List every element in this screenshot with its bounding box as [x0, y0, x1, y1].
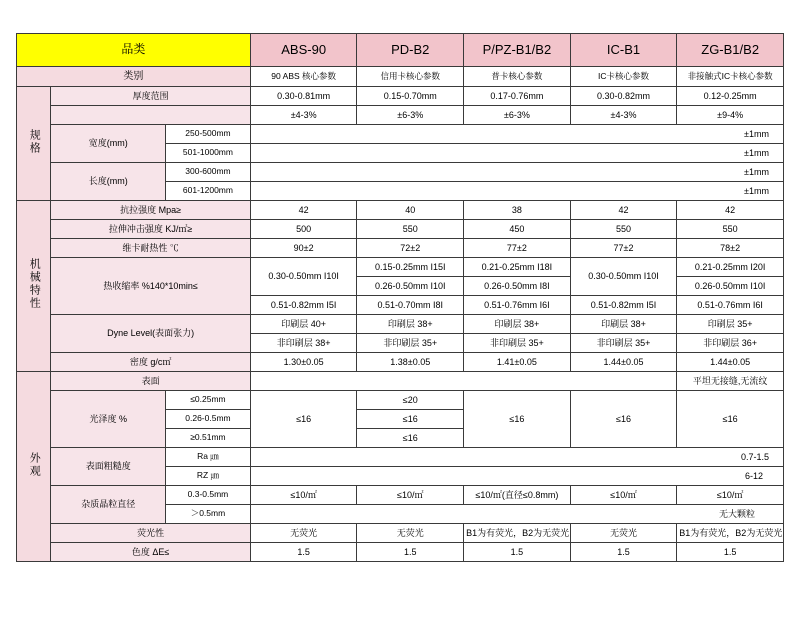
table-row: [17, 239, 784, 258]
cell: 0.15-0.25mm I15I: [357, 258, 464, 277]
cell: 42: [570, 201, 677, 220]
cell: [250, 372, 676, 391]
cell: 0.12-0.25mm: [677, 87, 784, 106]
row-label-length: 长度(mm): [51, 163, 166, 201]
cell: 印刷层 35+: [677, 315, 784, 334]
row-label-thickness-range: 厚度范围: [51, 87, 250, 106]
cell-merged: 6-12: [250, 467, 783, 486]
cell: 77±2: [464, 239, 571, 258]
cell: ≤16: [570, 391, 677, 448]
header-model-abs90: ABS-90: [250, 34, 357, 67]
row-label-vicat: 维卡耐热性 ℃: [51, 239, 250, 258]
table-row: [17, 201, 784, 220]
row-label-tensile-strength: 抗拉强度 Mpa≥: [51, 201, 250, 220]
cell: 72±2: [357, 239, 464, 258]
cell: 0.30-0.82mm: [570, 87, 677, 106]
cell: 78±2: [677, 239, 784, 258]
cell: 38: [464, 201, 571, 220]
cell: 非印刷层 38+: [250, 334, 357, 353]
table-row: [17, 353, 784, 372]
cell: 印刷层 38+: [464, 315, 571, 334]
cell: 印刷层 40+: [250, 315, 357, 334]
cell: 90±2: [250, 239, 357, 258]
cell: 0.21-0.25mm I18I: [464, 258, 571, 277]
spec-sheet: [0, 33, 800, 633]
cell-merged: ±1mm: [250, 144, 783, 163]
row-label-density: 密度 g/c㎡: [51, 353, 250, 372]
cell: ≤10/㎡: [677, 486, 784, 505]
cell: 非印刷层 35+: [464, 334, 571, 353]
cell: 550: [677, 220, 784, 239]
row-label-thickness-tolerance: [51, 106, 250, 125]
cell: 0.26-0.50mm I10I: [357, 277, 464, 296]
cell: ±6-3%: [357, 106, 464, 125]
group-label-appearance: 外观: [17, 372, 51, 562]
cell: 42: [677, 201, 784, 220]
group-label-mechanical: 机械特性: [17, 201, 51, 372]
row-label-surface: 表面: [51, 372, 250, 391]
header-model-zgb1b2: ZG-B1/B2: [677, 34, 784, 67]
cell: 印刷层 38+: [357, 315, 464, 334]
row-sub-601-1200: 601-1200mm: [166, 182, 251, 201]
table-header-types: [17, 67, 784, 87]
cell-merged: 0.7-1.5: [250, 448, 783, 467]
row-label-chroma: 色度 ΔE≤: [51, 543, 250, 562]
cell: 1.5: [464, 543, 571, 562]
cell: 77±2: [570, 239, 677, 258]
cell: ≤16: [357, 429, 464, 448]
cell: ≤20: [357, 391, 464, 410]
header-model-pdb2: PD-B2: [357, 34, 464, 67]
cell: 平坦无接缝,无流纹: [677, 372, 784, 391]
cell: 500: [250, 220, 357, 239]
table-row: [17, 372, 784, 391]
row-sub-026-05: 0.26-0.5mm: [166, 410, 251, 429]
table-row: [17, 87, 784, 106]
table-row: [17, 448, 784, 467]
cell: 0.51-0.76mm I6I: [464, 296, 571, 315]
row-sub-le025: ≤0.25mm: [166, 391, 251, 410]
cell: 非印刷层 35+: [570, 334, 677, 353]
row-sub-03-05: 0.3-0.5mm: [166, 486, 251, 505]
cell: 0.30-0.81mm: [250, 87, 357, 106]
row-label-tensile-impact: 拉伸冲击强度 KJ/㎡≥: [51, 220, 250, 239]
cell-merged: ±1mm: [250, 125, 783, 144]
table-row: [17, 391, 784, 410]
cell: ≤16: [464, 391, 571, 448]
cell: 0.30-0.50mm I10I: [250, 258, 357, 296]
cell: 无荧光: [250, 524, 357, 543]
header-core-ppzb1b2: 普卡核心参数: [464, 67, 571, 87]
row-label-width: 宽度(mm): [51, 125, 166, 163]
row-label-roughness: 表面粗糙度: [51, 448, 166, 486]
cell-merged: ±1mm: [250, 163, 783, 182]
cell: ±4-3%: [570, 106, 677, 125]
cell: 0.51-0.82mm I5I: [570, 296, 677, 315]
cell: 0.26-0.50mm I8I: [464, 277, 571, 296]
cell: 1.44±0.05: [677, 353, 784, 372]
table-row: [17, 543, 784, 562]
cell: 1.38±0.05: [357, 353, 464, 372]
table-row: [17, 106, 784, 125]
header-model-ppzb1b2: P/PZ-B1/B2: [464, 34, 571, 67]
header-core-pdb2: 信用卡核心参数: [357, 67, 464, 87]
row-label-gloss: 光泽度 %: [51, 391, 166, 448]
cell: 450: [464, 220, 571, 239]
cell: ±4-3%: [250, 106, 357, 125]
cell: ≤10/㎡: [357, 486, 464, 505]
row-sub-501-1000: 501-1000mm: [166, 144, 251, 163]
cell: B1为有荧光，B2为无荧光: [464, 524, 571, 543]
row-label-dyne-level: Dyne Level(表面张力): [51, 315, 250, 353]
cell: 非印刷层 36+: [677, 334, 784, 353]
cell: 42: [250, 201, 357, 220]
specification-table: [16, 33, 784, 562]
cell: ≤10/㎡: [250, 486, 357, 505]
table-row: [17, 258, 784, 277]
cell: 非印刷层 35+: [357, 334, 464, 353]
row-sub-rz: RZ ㎛: [166, 467, 251, 486]
cell: 0.17-0.76mm: [464, 87, 571, 106]
cell: 0.15-0.70mm: [357, 87, 464, 106]
row-sub-ra: Ra ㎛: [166, 448, 251, 467]
cell: 550: [570, 220, 677, 239]
table-row: [17, 315, 784, 334]
table-header-models: [17, 34, 784, 67]
cell: 1.44±0.05: [570, 353, 677, 372]
cell: 1.5: [357, 543, 464, 562]
cell: ≤16: [677, 391, 784, 448]
cell: 0.26-0.50mm I10I: [677, 277, 784, 296]
cell: B1为有荧光，B2为无荧光: [677, 524, 784, 543]
cell: 1.30±0.05: [250, 353, 357, 372]
cell: 0.30-0.50mm I10I: [570, 258, 677, 296]
row-label-fluorescence: 荧光性: [51, 524, 250, 543]
cell: 550: [357, 220, 464, 239]
cell: 1.5: [250, 543, 357, 562]
row-sub-gt05: ＞0.5mm: [166, 505, 251, 524]
header-category-label: 品类: [17, 34, 251, 67]
table-row: [17, 486, 784, 505]
row-sub-ge051: ≥0.51mm: [166, 429, 251, 448]
cell: 1.5: [570, 543, 677, 562]
table-row: [17, 125, 784, 144]
cell: 1.41±0.05: [464, 353, 571, 372]
header-core-icb1: IC卡核心参数: [570, 67, 677, 87]
table-row: [17, 524, 784, 543]
cell: 印刷层 38+: [570, 315, 677, 334]
header-core-abs90: 90 ABS 核心参数: [250, 67, 357, 87]
cell: ≤10/㎡: [570, 486, 677, 505]
cell: 0.51-0.76mm I6I: [677, 296, 784, 315]
header-core-zgb1b2: 非接触式IC卡核心参数: [677, 67, 784, 87]
cell: ±9-4%: [677, 106, 784, 125]
cell-merged: ±1mm: [250, 182, 783, 201]
row-sub-300-600: 300-600mm: [166, 163, 251, 182]
cell: ≤16: [250, 391, 357, 448]
cell: 0.51-0.70mm I8I: [357, 296, 464, 315]
header-type-label: 类别: [17, 67, 251, 87]
group-label-spec: 规格: [17, 87, 51, 201]
row-label-shrinkage: 热收缩率 %140*10min≤: [51, 258, 250, 315]
cell: ≤16: [357, 410, 464, 429]
cell: ±6-3%: [464, 106, 571, 125]
row-label-impurity: 杂质晶粒直径: [51, 486, 166, 524]
cell: 无荧光: [570, 524, 677, 543]
header-model-icb1: IC-B1: [570, 34, 677, 67]
cell-merged: 无大颗粒: [250, 505, 783, 524]
cell: 0.51-0.82mm I5I: [250, 296, 357, 315]
cell: 无荧光: [357, 524, 464, 543]
cell: 1.5: [677, 543, 784, 562]
cell: ≤10/㎡(直径≤0.8mm): [464, 486, 571, 505]
table-row: [17, 220, 784, 239]
table-row: [17, 163, 784, 182]
cell: 40: [357, 201, 464, 220]
cell: 0.21-0.25mm I20I: [677, 258, 784, 277]
row-sub-250-500: 250-500mm: [166, 125, 251, 144]
